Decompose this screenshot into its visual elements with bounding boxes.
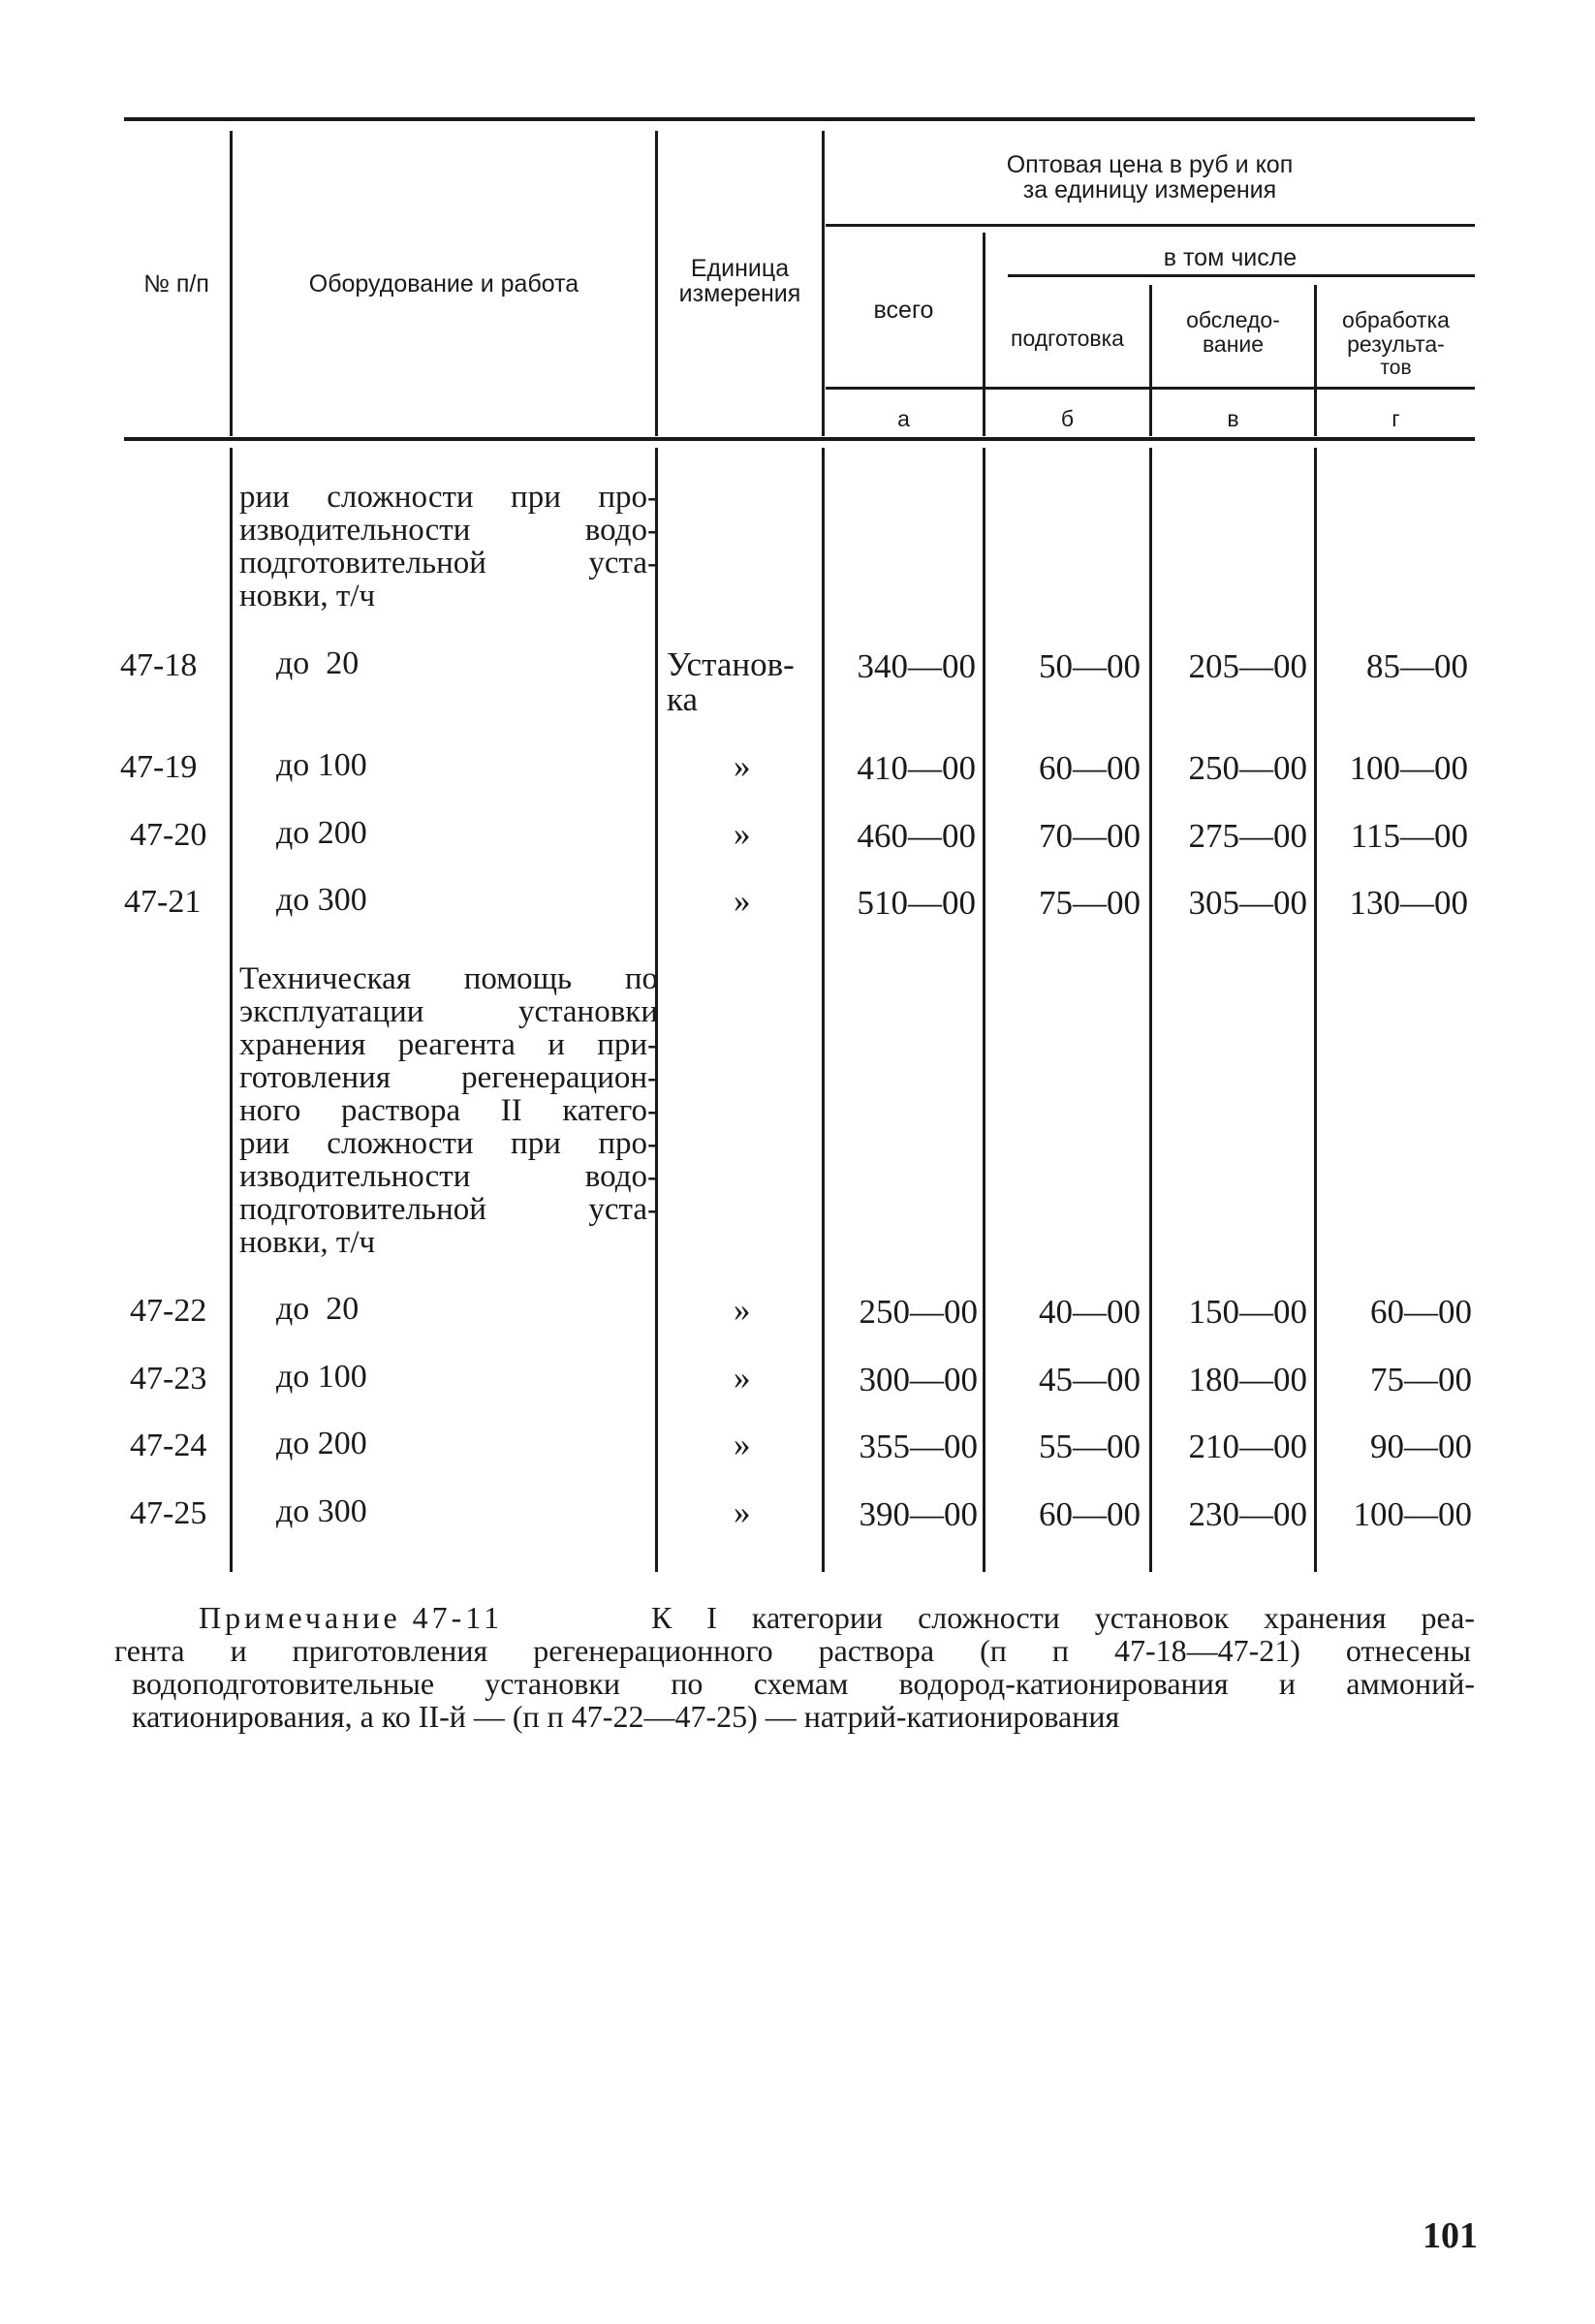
row-survey: 180—00 — [1188, 1361, 1307, 1398]
row-name: до 200 — [276, 1426, 367, 1461]
row-number: 47-25 — [130, 1495, 207, 1531]
row-prep: 75—00 — [1039, 884, 1141, 922]
row-unit: » — [734, 747, 751, 785]
row-prep: 70—00 — [1039, 817, 1141, 855]
row-unit: » — [734, 1426, 751, 1463]
header-bottom-rule — [124, 437, 1475, 441]
row-survey: 250—00 — [1188, 749, 1307, 787]
section-title-line: готовления регенерацион- — [239, 1060, 658, 1095]
header-col-including: в том числе — [1163, 244, 1298, 271]
row-survey: 305—00 — [1188, 884, 1307, 922]
header-col-processing-line1: обработка — [1342, 307, 1450, 332]
row-prep: 50—00 — [1039, 647, 1141, 685]
row-processing: 115—00 — [1350, 817, 1468, 855]
row-prep: 55—00 — [1039, 1428, 1141, 1465]
row-processing: 60—00 — [1370, 1293, 1472, 1331]
section-title-line: Техническая помощь по — [239, 961, 658, 996]
row-unit: » — [734, 815, 751, 853]
row-name: до 100 — [276, 747, 367, 783]
row-unit: » — [734, 1359, 751, 1397]
row-survey: 210—00 — [1188, 1428, 1307, 1465]
body-vline-6 — [1314, 448, 1317, 1572]
continuation-text-line: новки, т/ч — [239, 579, 376, 613]
header-letter-a: а — [897, 406, 910, 431]
header-col-unit-line1: Единица — [690, 255, 790, 282]
row-name: до 200 — [276, 815, 367, 851]
row-total: 340—00 — [857, 647, 976, 685]
note-line-4: катионирования, а ко II-й — (п п 47-22—47-25) — натрий-катионирования — [132, 1699, 1120, 1734]
note-lead: Примечание 47-11 — [199, 1600, 504, 1635]
row-processing: 130—00 — [1349, 884, 1468, 922]
row-total: 300—00 — [859, 1361, 978, 1398]
row-number: 47-23 — [130, 1361, 207, 1397]
row-processing: 85—00 — [1366, 647, 1468, 685]
row-unit: » — [734, 1291, 751, 1329]
section-title-line: новки, т/ч — [239, 1225, 376, 1260]
section-title-line: рии сложности при про- — [239, 1126, 658, 1161]
row-name: до 300 — [276, 882, 367, 918]
table-top-rule — [124, 117, 1475, 121]
continuation-text-line: подготовительной уста- — [239, 546, 658, 581]
header-col-prep: подготовка — [1011, 326, 1124, 351]
header-col-processing-line2: результа- — [1347, 331, 1445, 357]
note-line-1: К I категории сложности установок хранения реа- — [651, 1600, 1475, 1635]
row-name: до 20 — [276, 1291, 360, 1327]
section-title-line: ного раствора II катего- — [239, 1093, 658, 1128]
header-letter-v: в — [1227, 406, 1239, 431]
header-col-survey-line1: обследо- — [1186, 307, 1280, 332]
header-col-survey-line2: вание — [1202, 331, 1265, 357]
header-col-num: № п/п — [143, 270, 209, 298]
row-unit: » — [734, 882, 751, 920]
row-total: 460—00 — [857, 817, 976, 855]
row-survey: 205—00 — [1188, 647, 1307, 685]
row-survey: 230—00 — [1188, 1495, 1307, 1533]
continuation-text-line: рии сложности при про- — [239, 480, 658, 515]
continuation-text-line: изводительности водо- — [239, 513, 658, 548]
row-number: 47-22 — [130, 1293, 207, 1329]
header-col-processing-line3: тов — [1380, 357, 1412, 379]
row-total: 250—00 — [859, 1293, 978, 1331]
row-processing: 90—00 — [1370, 1428, 1472, 1465]
header-col-unit-line2: измерения — [678, 280, 801, 307]
header-letter-g: г — [1392, 406, 1400, 431]
body-vline-5 — [1149, 448, 1152, 1572]
price-header-rule — [826, 224, 1475, 227]
row-name: до 100 — [276, 1359, 367, 1395]
row-number: 47-18 — [120, 647, 198, 683]
header-letter-b: б — [1060, 406, 1075, 431]
body-vline-4 — [983, 448, 985, 1572]
section-title-line: изводительности водо- — [239, 1159, 658, 1194]
row-unit: Установ- — [667, 645, 795, 683]
body-vline-3 — [822, 448, 825, 1572]
including-header-rule — [1008, 274, 1475, 277]
section-title-line: хранения реагента и при- — [239, 1027, 658, 1062]
row-survey: 275—00 — [1188, 817, 1307, 855]
section-title-line: подготовительной уста- — [239, 1192, 658, 1227]
row-processing: 75—00 — [1370, 1361, 1472, 1398]
section-title-line: эксплуатации установки — [239, 994, 658, 1029]
header-col-price-line2: за единицу измерения — [1022, 176, 1277, 204]
row-total: 390—00 — [859, 1495, 978, 1533]
row-name: до 20 — [276, 645, 360, 681]
row-prep: 45—00 — [1039, 1361, 1141, 1398]
row-prep: 60—00 — [1039, 1495, 1141, 1533]
row-prep: 40—00 — [1039, 1293, 1141, 1331]
body-vline-1 — [230, 448, 233, 1572]
row-survey: 150—00 — [1188, 1293, 1307, 1331]
row-name: до 300 — [276, 1493, 367, 1529]
row-total: 410—00 — [857, 749, 976, 787]
row-processing: 100—00 — [1353, 1495, 1472, 1533]
page-number: 101 — [1423, 2215, 1478, 2256]
row-processing: 100—00 — [1349, 749, 1468, 787]
row-prep: 60—00 — [1039, 749, 1141, 787]
row-number: 47-24 — [130, 1428, 207, 1463]
row-number: 47-19 — [120, 749, 198, 785]
row-number: 47-21 — [124, 884, 202, 920]
row-total: 510—00 — [857, 884, 976, 922]
row-unit: » — [734, 1493, 751, 1531]
note-line-3: водоподготовительные установки по схемам водород-катионирования и аммоний- — [132, 1666, 1475, 1701]
row-unit-cont: ка — [667, 680, 699, 718]
note-line-2: гента и приготовления регенерационного раствора (п п 47-18—47-21) отнесены — [114, 1633, 1471, 1668]
header-col-equipment: Оборудование и работа — [308, 270, 579, 298]
header-col-total: всего — [873, 297, 934, 324]
row-total: 355—00 — [859, 1428, 978, 1465]
header-col-price-line1: Оптовая цена в руб и коп — [1006, 151, 1294, 178]
row-number: 47-20 — [130, 817, 207, 853]
